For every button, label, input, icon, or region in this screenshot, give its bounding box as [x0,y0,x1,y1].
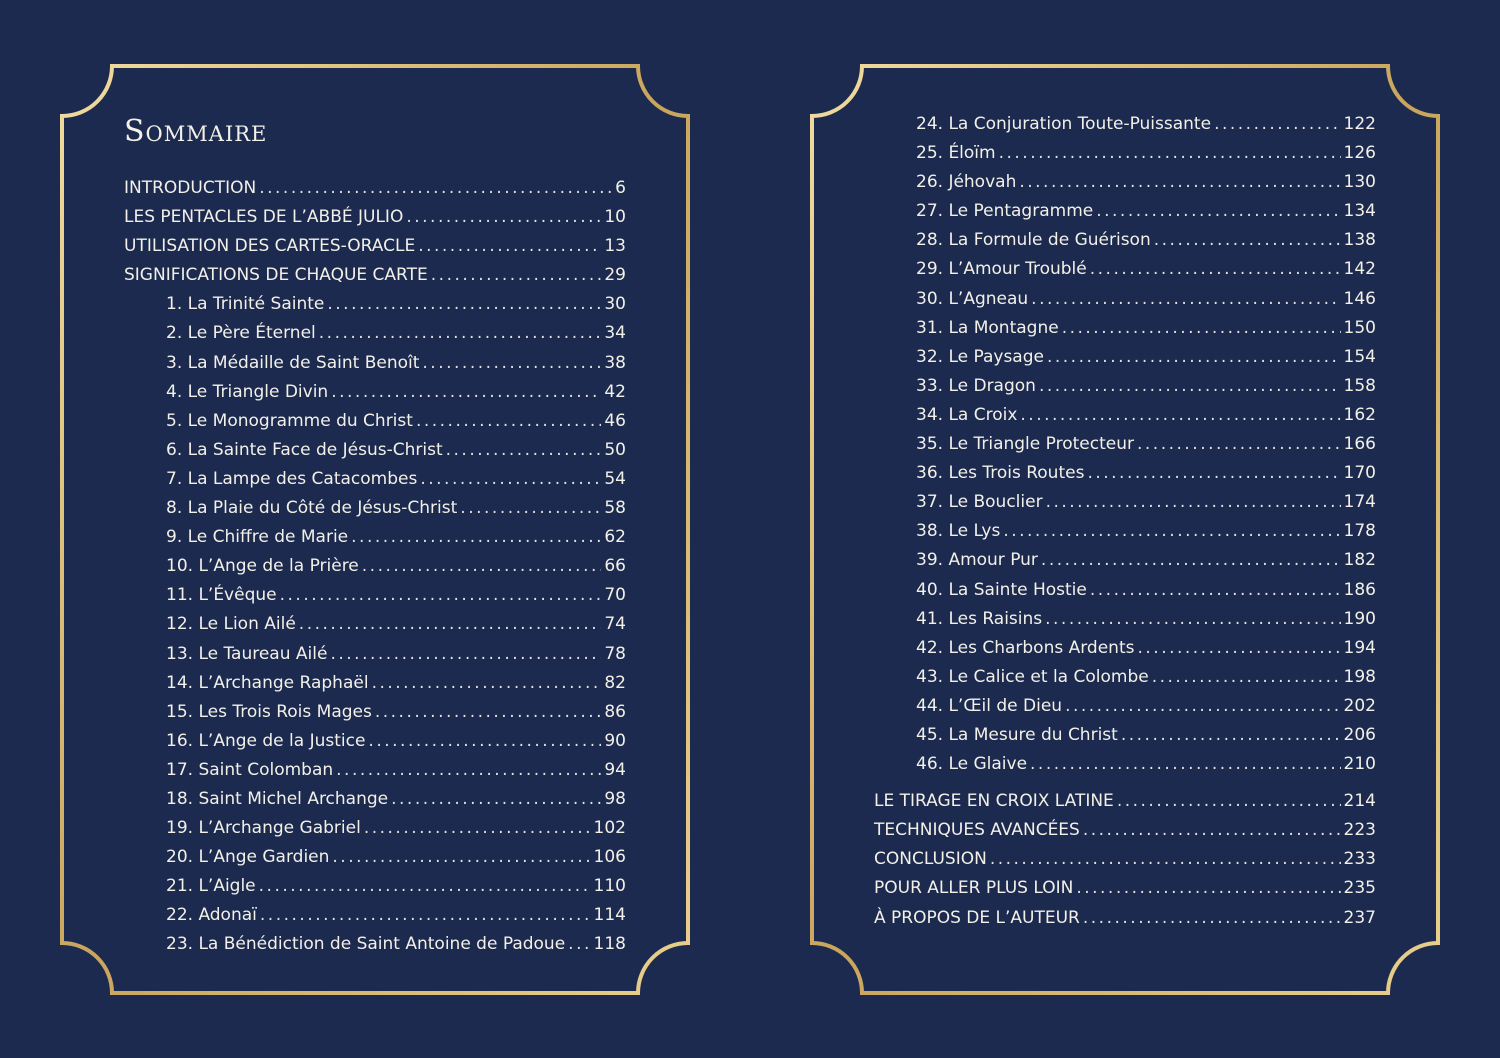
toc-entry-label: 30. L’Agneau [916,288,1029,309]
toc-page-number: 158 [1343,375,1376,396]
toc-section-entry[interactable] [124,203,626,232]
toc-page-number: 198 [1343,666,1376,687]
toc-page-number: 235 [1343,878,1376,899]
leader-dots [446,436,602,465]
toc-entry-label: 11. L’Évêque [166,585,277,606]
toc-page-number: 66 [604,556,626,577]
toc-entry-label: 9. Le Chiffre de Marie [166,527,349,548]
leader-dots [1096,197,1340,226]
toc-card-entry[interactable] [124,523,626,552]
toc-page-number: 194 [1343,637,1376,658]
leader-dots [1003,517,1340,546]
toc-page-number: 166 [1343,434,1376,455]
toc-entry-label: 18. Saint Michel Archange [166,788,389,809]
toc-section-entry[interactable] [874,816,1376,845]
toc-card-entry[interactable] [874,663,1376,692]
toc-card-entry[interactable] [124,407,626,436]
toc-entry-label: 12. Le Lion Ailé [166,614,296,635]
toc-page-number: 86 [604,701,626,722]
toc-card-entry[interactable] [874,197,1376,226]
toc-entry-label: 21. L’Aigle [166,876,256,897]
toc-entry-label: 5. Le Monogramme du Christ [166,410,413,431]
toc-card-entry[interactable] [124,901,626,930]
toc-card-entry[interactable] [874,401,1376,430]
leader-dots [1117,787,1341,816]
leader-dots [1087,459,1340,488]
toc-card-entry[interactable] [124,843,626,872]
toc-page-number: 154 [1343,346,1376,367]
toc-page-number: 78 [604,643,626,664]
leader-dots [260,901,591,930]
toc-card-entry[interactable] [874,139,1376,168]
leader-dots [1152,663,1341,692]
toc-entry-label: 1. La Trinité Sainte [166,294,325,315]
toc-page-number: 118 [593,934,626,955]
toc-page-number: 82 [604,672,626,693]
leader-dots [1083,816,1341,845]
toc-section-entry[interactable] [124,232,626,261]
leader-dots [1076,874,1340,903]
leader-dots [1047,343,1341,372]
toc-entry-label: 34. La Croix [916,404,1018,425]
toc-page-number: 122 [1343,114,1376,134]
toc-entry-label: 22. Adonaï [166,905,257,926]
leader-dots [460,494,601,523]
toc-page-number: 142 [1343,259,1376,280]
toc-entry-label: 23. La Bénédiction de Saint Antoine de Padoue [166,934,566,955]
toc-page-number: 214 [1343,791,1376,812]
toc-card-entry[interactable] [874,546,1376,575]
toc-page-number: 98 [604,788,626,809]
toc-page-number: 6 [615,178,626,198]
toc-page-number: 46 [604,410,626,431]
toc-entry-label: 6. La Sainte Face de Jésus-Christ [166,439,443,460]
toc-page-number: 146 [1343,288,1376,309]
leader-dots [1090,576,1341,605]
toc-card-entry[interactable] [874,459,1376,488]
page-title: Sommaire [124,114,268,149]
toc-entry-label: 43. Le Calice et la Colombe [916,666,1149,687]
leader-dots [1046,488,1341,517]
leader-dots [319,319,602,348]
leader-dots [1090,255,1341,284]
toc-card-entry[interactable] [874,285,1376,314]
section-gap [874,779,1376,787]
toc-page-number: 178 [1343,521,1376,542]
toc-entry-label: CONCLUSION [874,849,987,870]
toc-card-entry[interactable] [124,727,626,756]
leader-dots [1031,285,1340,314]
toc-page-number: 126 [1343,143,1376,164]
leader-dots [351,523,601,552]
leader-dots [418,232,601,261]
toc-entry-label: 44. L’Œil de Dieu [916,695,1063,716]
toc-section-entry[interactable] [874,787,1376,816]
toc-page-number: 237 [1343,907,1376,928]
toc-entry-label: 16. L’Ange de la Justice [166,730,366,751]
toc-card-entry[interactable] [124,785,626,814]
toc-card-entry[interactable] [124,349,626,378]
toc-page-number: 202 [1343,695,1376,716]
toc-page-number: 54 [604,468,626,489]
toc-page-number: 138 [1343,230,1376,251]
toc-card-entry[interactable] [874,110,1376,139]
toc-card-entry[interactable] [124,756,626,785]
leader-dots [1019,168,1340,197]
toc-page-number: 102 [593,818,626,839]
toc-page-number: 130 [1343,172,1376,193]
toc-entry-label: 41. Les Raisins [916,608,1043,629]
toc-entry-label: 36. Les Trois Routes [916,463,1085,484]
leader-dots [1030,750,1341,779]
leader-dots [368,727,601,756]
leader-dots [1020,401,1340,430]
toc-entry-label: UTILISATION DES CARTES-ORACLE [124,236,416,257]
toc-page-number: 206 [1343,724,1376,745]
toc-entry-label: 37. Le Bouclier [916,492,1043,513]
leader-dots [1065,692,1340,721]
toc-page-number: 62 [604,527,626,548]
leader-dots [1121,721,1341,750]
leader-dots [364,814,591,843]
toc-card-entry[interactable] [124,436,626,465]
toc-page-number: 233 [1343,849,1376,870]
toc-page-number: 134 [1343,201,1376,222]
toc-entry-label: 29. L’Amour Troublé [916,259,1087,280]
toc-entry-label: 10. L’Ange de la Prière [166,556,359,577]
leader-dots [1083,904,1341,933]
toc-card-entry[interactable] [874,314,1376,343]
toc-page-number: 50 [604,439,626,460]
toc-page-number: 13 [604,236,626,257]
toc-entry-label: 15. Les Trois Rois Mages [166,701,372,722]
toc-entry-label: 17. Saint Colomban [166,759,334,780]
toc-page-number: 223 [1343,820,1376,841]
toc-entry-label: 42. Les Charbons Ardents [916,637,1135,658]
toc-entry-label: 4. Le Triangle Divin [166,381,329,402]
toc-section-entry[interactable] [874,904,1376,933]
left-toc [124,110,626,960]
right-toc [874,110,1376,933]
toc-card-entry[interactable] [874,372,1376,401]
toc-entry-label: 13. Le Taureau Ailé [166,643,328,664]
toc-page-number: 42 [604,381,626,402]
toc-page-number: 70 [604,585,626,606]
toc-card-entry[interactable] [874,488,1376,517]
toc-page-number: 110 [593,876,626,897]
leader-dots [990,845,1341,874]
toc-entry-label: LE TIRAGE EN CROIX LATINE [874,791,1114,812]
leader-dots [1154,226,1341,255]
toc-page-number: 29 [604,265,626,286]
leader-dots [1137,430,1341,459]
toc-entry-label: 35. Le Triangle Protecteur [916,434,1134,455]
toc-entry-label: 7. La Lampe des Catacombes [166,468,418,489]
toc-card-entry[interactable] [124,669,626,698]
leader-dots [568,930,590,959]
toc-page-number: 186 [1343,579,1376,600]
leader-dots [327,290,601,319]
toc-card-entry[interactable] [124,640,626,669]
toc-card-entry[interactable] [124,610,626,639]
toc-section-entry[interactable] [874,845,1376,874]
toc-entry-label: 24. La Conjuration Toute-Puissante [916,114,1212,134]
toc-page-number: 150 [1343,317,1376,338]
leader-dots [1041,546,1341,575]
toc-card-entry[interactable] [124,814,626,843]
leader-dots [1045,605,1340,634]
toc-entry-label: 31. La Montagne [916,317,1059,338]
toc-card-entry[interactable] [124,698,626,727]
toc-entry-label: LES PENTACLES DE L’ABBÉ JULIO [124,207,404,228]
toc-page-number: 182 [1343,550,1376,571]
toc-card-entry[interactable] [124,552,626,581]
toc-page-number: 74 [604,614,626,635]
toc-section-entry[interactable] [874,874,1376,903]
leader-dots [416,407,601,436]
toc-section-entry[interactable] [124,174,626,203]
toc-entry-label: 45. La Mesure du Christ [916,724,1118,745]
leader-dots [331,378,601,407]
toc-card-entry[interactable] [124,494,626,523]
toc-entry-label: POUR ALLER PLUS LOIN [874,878,1074,899]
toc-card-entry[interactable] [874,605,1376,634]
toc-entry-label: 3. La Médaille de Saint Benoît [166,352,420,373]
toc-page-number: 58 [604,498,626,519]
toc-card-entry[interactable] [874,343,1376,372]
toc-entry-label: 8. La Plaie du Côté de Jésus-Christ [166,498,458,519]
toc-card-entry[interactable] [124,465,626,494]
leader-dots [280,581,602,610]
toc-entry-label: 14. L’Archange Raphaël [166,672,369,693]
toc-card-entry[interactable] [124,319,626,348]
toc-entry-label: 26. Jéhovah [916,172,1017,193]
toc-entry-label: 27. Le Pentagramme [916,201,1094,222]
leader-dots [1039,372,1341,401]
leader-dots [1137,634,1340,663]
toc-page-number: 190 [1343,608,1376,629]
toc-entry-label: À PROPOS DE L’AUTEUR [874,907,1080,928]
toc-entry-label: 25. Éloïm [916,143,996,164]
toc-page-number: 30 [604,294,626,315]
toc-card-entry[interactable] [124,290,626,319]
leader-dots [259,174,612,203]
toc-card-entry[interactable] [874,750,1376,779]
leader-dots [332,843,590,872]
toc-page-number: 94 [604,759,626,780]
toc-section-entry[interactable] [124,261,626,290]
leader-dots [1062,314,1341,343]
toc-entry-label: 32. Le Paysage [916,346,1044,367]
toc-card-entry[interactable] [874,634,1376,663]
leader-dots [999,139,1341,168]
toc-entry-label: 28. La Formule de Guérison [916,230,1151,251]
toc-page-number: 210 [1343,754,1376,775]
leader-dots [422,349,601,378]
leader-dots [336,756,601,785]
toc-page-number: 162 [1343,404,1376,425]
toc-entry-label: 2. Le Père Éternel [166,323,316,344]
toc-page-number: 170 [1343,463,1376,484]
leader-dots [330,640,601,669]
toc-card-entry[interactable] [874,226,1376,255]
toc-card-entry[interactable] [874,517,1376,546]
leader-dots [362,552,602,581]
leader-dots [299,610,602,639]
leader-dots [406,203,601,232]
toc-card-entry[interactable] [874,168,1376,197]
toc-entry-label: SIGNIFICATIONS DE CHAQUE CARTE [124,265,428,286]
toc-card-entry[interactable] [874,692,1376,721]
toc-entry-label: INTRODUCTION [124,178,257,198]
right-page [750,0,1500,1058]
toc-page-number: 174 [1343,492,1376,513]
leader-dots [259,872,591,901]
toc-entry-label: 19. L’Archange Gabriel [166,818,361,839]
leader-dots [1214,110,1340,139]
toc-page-number: 38 [604,352,626,373]
toc-card-entry[interactable] [874,576,1376,605]
toc-page-number: 34 [604,323,626,344]
toc-entry-label: 46. Le Glaive [916,754,1028,775]
toc-entry-label: 39. Amour Pur [916,550,1038,571]
toc-card-entry[interactable] [124,378,626,407]
toc-entry-label: 33. Le Dragon [916,375,1036,396]
leader-dots [372,669,602,698]
toc-card-entry[interactable] [124,872,626,901]
toc-card-entry[interactable] [124,581,626,610]
toc-card-entry[interactable] [874,721,1376,750]
leader-dots [431,261,602,290]
toc-page-number: 90 [604,730,626,751]
toc-entry-label: 40. La Sainte Hostie [916,579,1087,600]
leader-dots [391,785,601,814]
leader-dots [375,698,602,727]
leader-dots [420,465,601,494]
toc-entry-label: TECHNIQUES AVANCÉES [874,820,1080,841]
toc-page-number: 106 [593,847,626,868]
toc-card-entry[interactable] [874,255,1376,284]
toc-page-number: 10 [604,207,626,228]
toc-entry-label: 20. L’Ange Gardien [166,847,330,868]
toc-card-entry[interactable] [124,930,626,959]
toc-page-number: 114 [593,905,626,926]
toc-card-entry[interactable] [874,430,1376,459]
toc-entry-label: 38. Le Lys [916,521,1001,542]
